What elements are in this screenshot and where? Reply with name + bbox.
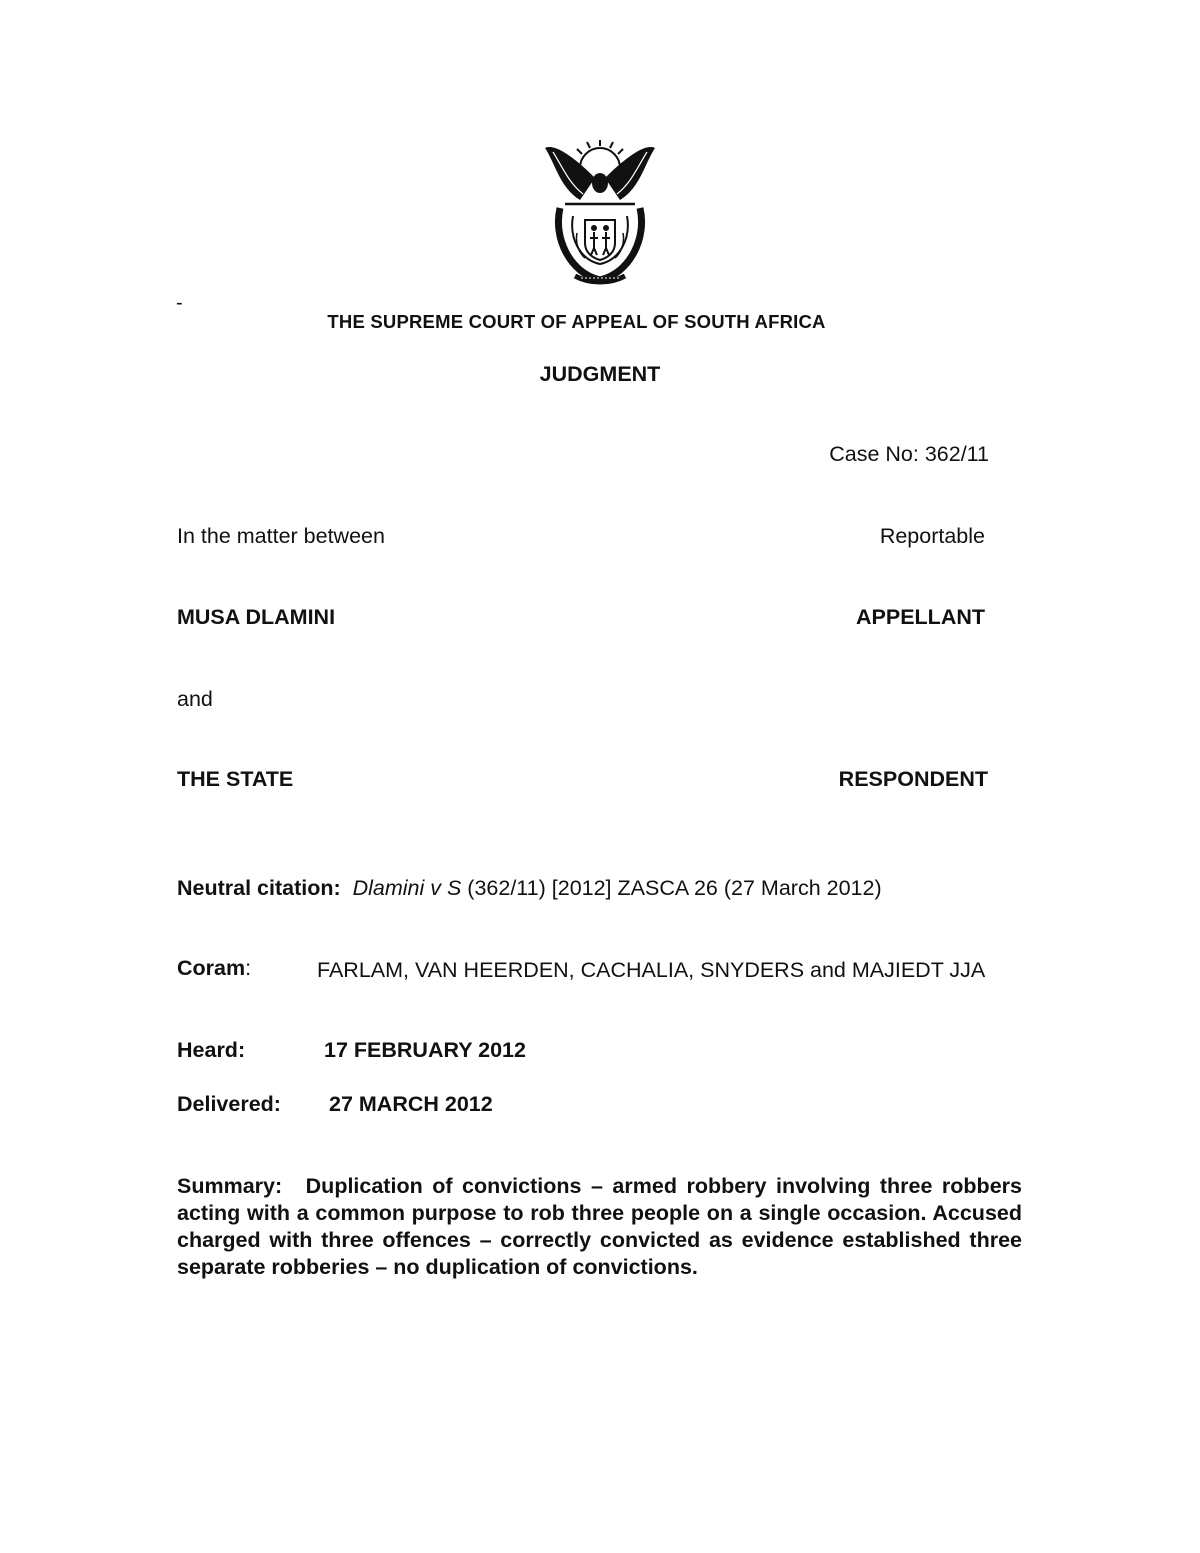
- citation-label: Neutral citation:: [177, 876, 341, 900]
- matter-between-text: In the matter between: [177, 524, 385, 548]
- delivered-label: Delivered:: [177, 1092, 281, 1116]
- summary-label: Summary:: [177, 1174, 283, 1198]
- heard-label: Heard:: [177, 1038, 246, 1062]
- court-title: THE SUPREME COURT OF APPEAL OF SOUTH AFRICA: [327, 311, 826, 332]
- citation-case-name: Dlamini v S: [352, 876, 462, 900]
- reportable-label: Reportable: [879, 524, 985, 548]
- case-number: Case No: 362/11: [829, 442, 989, 466]
- neutral-citation: [177, 876, 882, 901]
- coram-judges: FARLAM, VAN HEERDEN, CACHALIA, SNYDERS and MAJIEDT JJA: [317, 958, 986, 982]
- appellant-name: MUSA DLAMINI: [177, 605, 336, 629]
- coram-colon: :: [245, 956, 252, 980]
- delivered-date: 27 MARCH 2012: [329, 1092, 493, 1116]
- judgment-heading: JUDGMENT: [539, 362, 661, 386]
- summary-paragraph: [177, 1173, 1022, 1281]
- respondent-label: RESPONDENT: [838, 767, 988, 791]
- appellant-label: APPELLANT: [856, 605, 985, 629]
- dash-mark: -: [176, 292, 183, 314]
- heard-date: 17 FEBRUARY 2012: [324, 1038, 526, 1062]
- coram-label: Coram: [177, 956, 246, 980]
- respondent-name: THE STATE: [177, 767, 294, 791]
- coram-label-group: [177, 956, 251, 981]
- summary-text: Duplication of convictions – armed robbery involving three robbers acting with a common purpose to rob three people on a single occasion. Accused charged with three offences – correctly convicted as evidence established three separate robberies – no duplication of convictions.: [177, 1174, 1022, 1279]
- citation-reference: (362/11) [2012] ZASCA 26 (27 March 2012): [461, 876, 882, 900]
- and-text: and: [177, 687, 213, 711]
- coat-of-arms-icon: [535, 138, 665, 288]
